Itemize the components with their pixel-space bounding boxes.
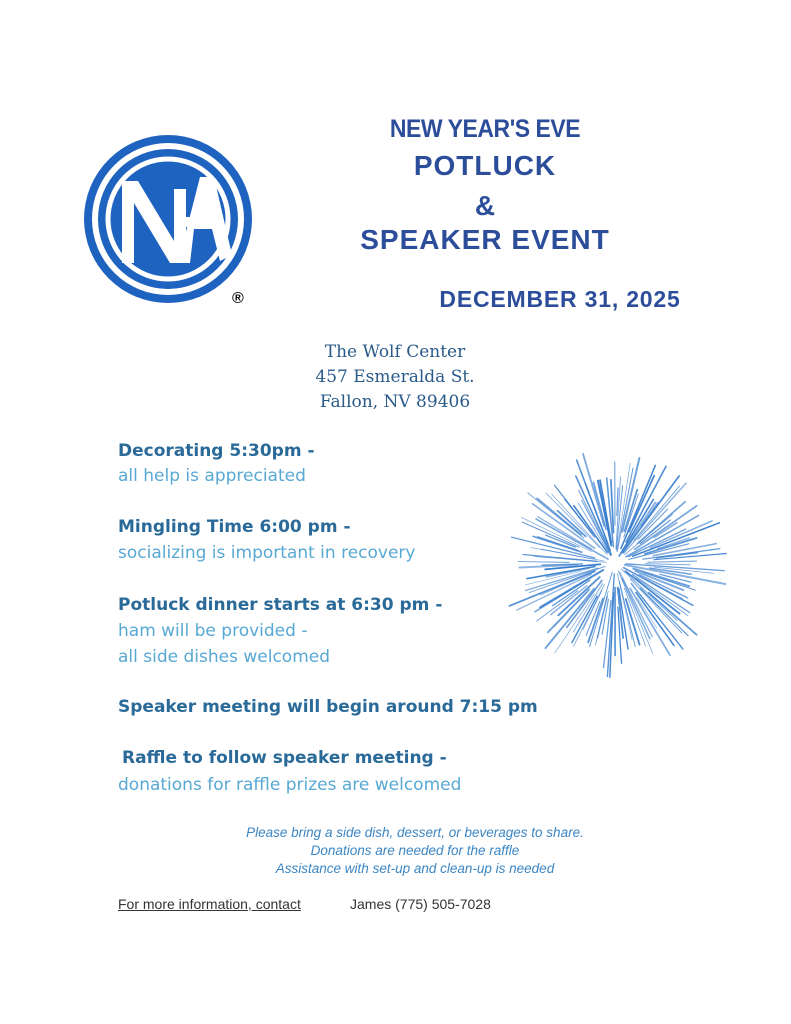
title-line-2: POTLUCK [413,150,557,181]
firework-ray [617,488,618,516]
venue-name: The Wolf Center [324,342,466,362]
title-line-4: SPEAKER EVENT [360,224,610,255]
note-donations: Donations are needed for the raffle [310,843,520,858]
note-assistance: Assistance with set-up and clean-up is needed [275,861,555,876]
firework-ray [546,589,595,648]
firework-ray [635,506,697,549]
firework-ray [518,562,569,563]
schedule-potluck-title: Potluck dinner starts at 6:30 pm - [118,595,443,615]
schedule-mingling-title: Mingling Time 6:00 pm - [118,517,351,537]
firework-icon [498,446,732,680]
note-side-dish: Please bring a side dish, dessert, or beverages to share. [246,825,584,840]
title-line-1: NEW YEAR'S EVE [389,115,581,143]
venue-city: Fallon, NV 89406 [319,392,471,412]
schedule-raffle-detail: donations for raffle prizes are welcomed [118,775,462,795]
title-line-3: & [474,190,496,221]
schedule-raffle-title: Raffle to follow speaker meeting - [122,748,447,768]
firework-ray [618,570,653,653]
schedule-mingling-detail: socializing is important in recovery [118,543,416,563]
schedule-decorating-title: Decorating 5:30pm - [118,441,315,461]
na-logo-icon [82,133,258,309]
firework-ray [648,561,697,562]
schedule-speaker-title: Speaker meeting will begin around 7:15 pm [118,697,538,717]
registered-mark: ® [232,290,244,307]
firework-ray [588,599,603,643]
contact-label: For more information, contact [118,896,301,912]
schedule-potluck-detail-2: all side dishes welcomed [118,647,331,667]
contact-phone: James (775) 505-7028 [350,896,491,912]
venue-street: 457 Esmeralda St. [315,367,475,387]
schedule-decorating-detail: all help is appreciated [118,466,306,486]
schedule-potluck-detail-1: ham will be provided - [118,621,308,641]
event-date: DECEMBER 31, 2025 [439,286,681,312]
firework-ray [579,490,610,551]
firework-ray [645,564,690,565]
